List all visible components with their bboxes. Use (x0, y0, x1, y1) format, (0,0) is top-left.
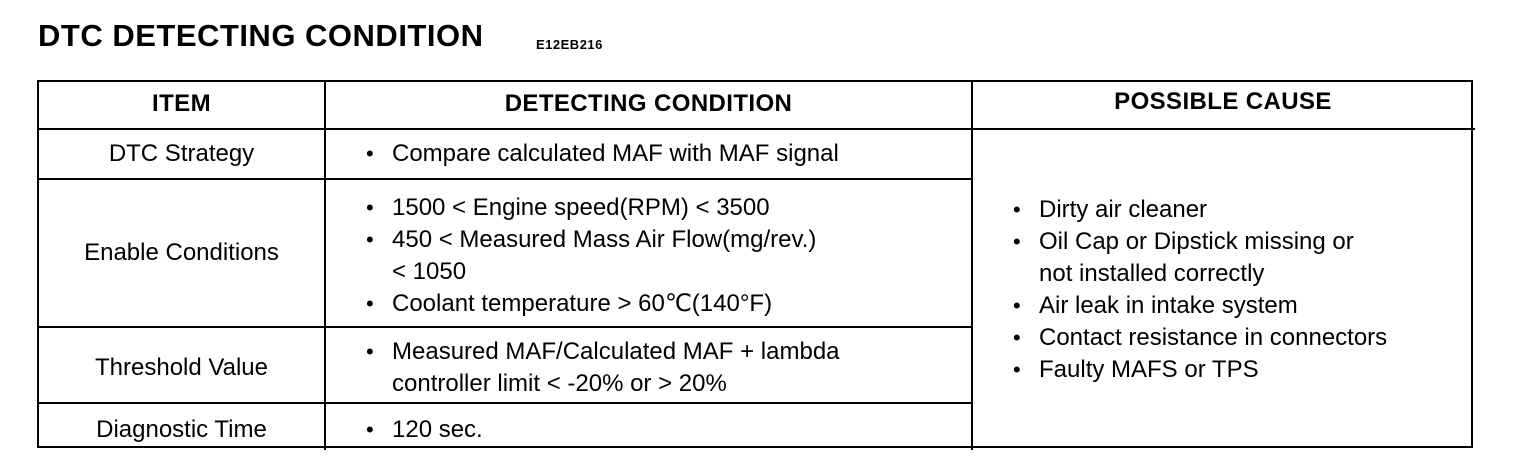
condition-enable-conditions (366, 192, 966, 320)
bullet-icon: • (1013, 229, 1021, 254)
column-divider-item (324, 82, 326, 450)
bullet-icon: • (366, 291, 374, 316)
row-divider-2 (39, 326, 973, 328)
condition-threshold-value (366, 336, 966, 400)
row-divider-3 (39, 402, 973, 404)
cause-list-item: • Faulty MAFS or TPS (1013, 354, 1468, 386)
bullet-icon: • (366, 141, 374, 166)
condition-diagnostic-time (366, 414, 966, 446)
row-divider-1 (39, 178, 973, 180)
header-item: ITEM (152, 90, 211, 117)
bullet-icon: • (1013, 293, 1021, 318)
dtc-condition-table (37, 80, 1473, 448)
item-enable-conditions: Enable Conditions (84, 239, 279, 266)
cause-list-item: • Dirty air cleaner (1013, 194, 1468, 226)
bullet-icon: • (1013, 325, 1021, 350)
header-possible-cause: POSSIBLE CAUSE (1114, 88, 1332, 115)
item-diagnostic-time: Diagnostic Time (96, 416, 267, 443)
condition-list-item: • Compare calculated MAF with MAF signal (366, 138, 966, 170)
document-code: E12EB216 (536, 37, 603, 52)
item-dtc-strategy: DTC Strategy (108, 140, 255, 167)
bullet-icon: • (366, 417, 374, 442)
condition-dtc-strategy (366, 138, 966, 170)
column-divider-condition (971, 82, 973, 450)
bullet-icon: • (366, 227, 374, 252)
bullet-icon: • (1013, 197, 1021, 222)
possible-cause-list (1013, 194, 1468, 386)
bullet-icon: • (1013, 357, 1021, 382)
condition-list-item: • 120 sec. (366, 414, 966, 446)
condition-list-item: • Coolant temperature > 60℃(140°F) (366, 288, 966, 320)
bullet-icon: • (366, 195, 374, 220)
cause-list-item: • Contact resistance in connectors (1013, 322, 1468, 354)
header-divider (39, 128, 1475, 130)
condition-list-item: • 1500 < Engine speed(RPM) < 3500 (366, 192, 966, 224)
condition-list-item: • 450 < Measured Mass Air Flow(mg/rev.) < 1050 (366, 226, 817, 285)
header-detecting-condition: DETECTING CONDITION (504, 90, 793, 117)
page-title: DTC DETECTING CONDITION (38, 18, 484, 53)
cause-list-item: • Air leak in intake system (1013, 290, 1468, 322)
cause-list-item: • Oil Cap or Dipstick missing or not installed correctly (1013, 228, 1354, 287)
item-threshold-value: Threshold Value (95, 354, 268, 381)
condition-list-item: • Measured MAF/Calculated MAF + lambda controller limit < -20% or > 20% (366, 338, 840, 397)
bullet-icon: • (366, 339, 374, 364)
